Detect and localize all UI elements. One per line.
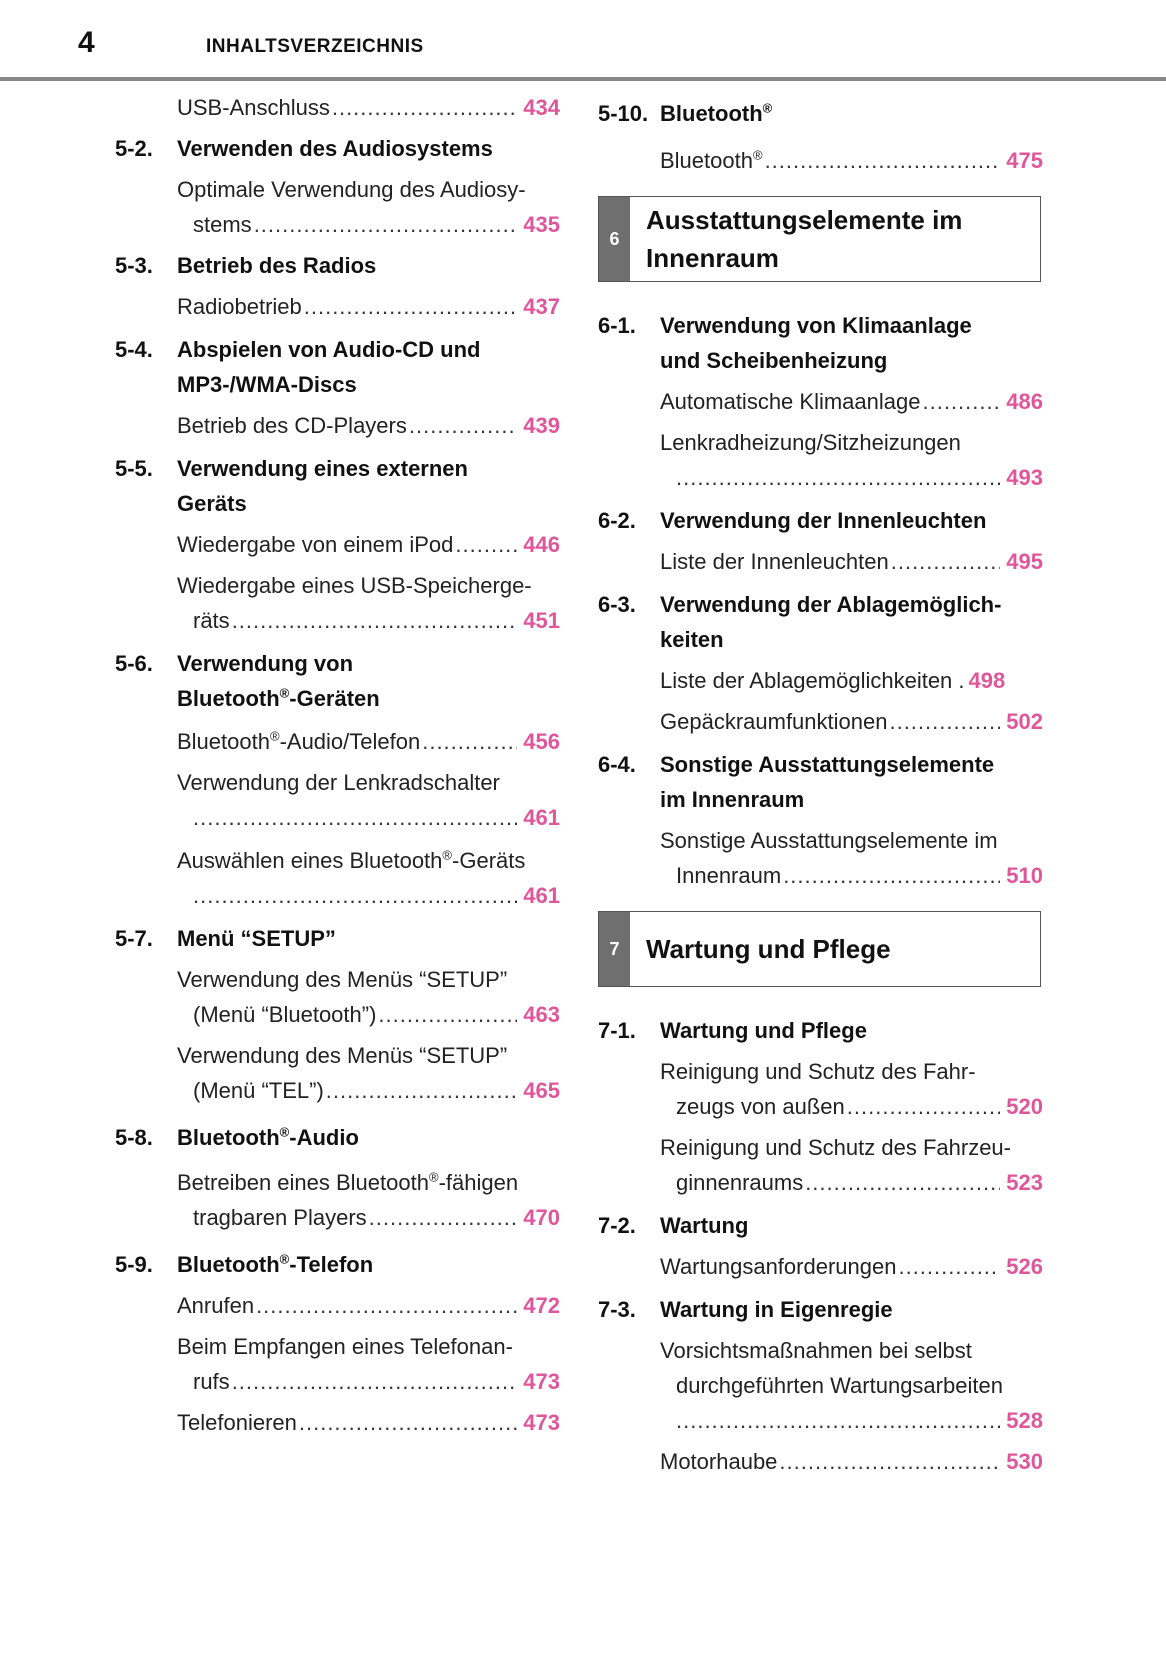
leader-dots bbox=[369, 1200, 518, 1235]
toc-entry-bt-tragbar[interactable] bbox=[177, 1165, 560, 1235]
section-title-line: -Geräten bbox=[289, 686, 380, 711]
entry-text: stems bbox=[193, 212, 252, 237]
entry-text: Verwendung des Menüs “SETUP” bbox=[177, 1043, 508, 1068]
entry-text: Beim Empfangen eines Telefonan- bbox=[177, 1334, 513, 1359]
toc-entry-reinigung-innen[interactable] bbox=[660, 1130, 1043, 1200]
entry-text bbox=[660, 143, 763, 178]
entry-page: 439 bbox=[523, 413, 560, 438]
toc-entry-audiosystem[interactable] bbox=[177, 172, 560, 242]
section-5-2 bbox=[115, 131, 560, 166]
entry-page: 523 bbox=[1006, 1170, 1043, 1195]
entry-page: 520 bbox=[1006, 1094, 1043, 1119]
section-6-3 bbox=[598, 587, 1043, 657]
registered-mark: ® bbox=[442, 847, 453, 863]
toc-entry-setup-tel[interactable] bbox=[177, 1038, 560, 1108]
section-5-3 bbox=[115, 248, 560, 283]
entry-text: rufs bbox=[193, 1369, 230, 1394]
entry-text: Liste der Innenleuchten bbox=[660, 549, 889, 574]
section-number: 5-3. bbox=[115, 253, 153, 278]
entry-text: Innenraum bbox=[676, 863, 782, 888]
section-title: Betrieb des Radios bbox=[177, 253, 377, 278]
section-6-1 bbox=[598, 308, 1043, 378]
entry-page: 498 bbox=[968, 668, 1006, 693]
registered-mark: ® bbox=[428, 1169, 439, 1185]
section-title-line: Verwendung eines externen bbox=[177, 456, 468, 481]
registered-mark: ® bbox=[279, 685, 290, 701]
chapter-title-line: Ausstattungselemente im bbox=[646, 205, 963, 235]
toc-entry-anrufen[interactable] bbox=[177, 1288, 560, 1323]
leader-dots bbox=[765, 143, 1001, 178]
section-number: 5-8. bbox=[115, 1125, 153, 1150]
leader-dots bbox=[304, 289, 518, 324]
chapter-title-line: Innenraum bbox=[646, 243, 779, 273]
section-title-part: Bluetooth bbox=[660, 101, 763, 126]
leader-dots bbox=[299, 1405, 517, 1440]
entry-text: Lenkradheizung/Sitzheizungen bbox=[660, 430, 961, 455]
leader-dots bbox=[193, 878, 517, 913]
leader-dots bbox=[232, 1364, 518, 1399]
entry-text: Optimale Verwendung des Audiosy- bbox=[177, 177, 526, 202]
toc-entry-setup-bluetooth[interactable] bbox=[177, 962, 560, 1032]
leader-dots bbox=[889, 704, 1000, 739]
entry-page: 472 bbox=[523, 1293, 560, 1318]
entry-text: Vorsichtsmaßnahmen bei selbst bbox=[660, 1338, 972, 1363]
toc-entry-motorhaube[interactable] bbox=[660, 1444, 1043, 1479]
toc-entry-wartungsanforderungen[interactable] bbox=[660, 1249, 1043, 1284]
section-number: 5-2. bbox=[115, 136, 153, 161]
section-number: 6-2. bbox=[598, 508, 636, 533]
section-number: 5-10. bbox=[598, 101, 649, 126]
leader-dots bbox=[422, 724, 517, 759]
leader-dots bbox=[783, 858, 1000, 893]
section-number: 5-7. bbox=[115, 926, 153, 951]
section-title-line: MP3-/WMA-Discs bbox=[177, 372, 357, 397]
entry-page: 470 bbox=[523, 1205, 560, 1230]
entry-page: 495 bbox=[1006, 549, 1043, 574]
entry-text: Reinigung und Schutz des Fahrzeu- bbox=[660, 1135, 1011, 1160]
section-title bbox=[660, 308, 1043, 378]
section-7-3 bbox=[598, 1292, 1043, 1327]
page-number: 4 bbox=[78, 26, 95, 59]
entry-text: Wiedergabe eines USB-Speicherge- bbox=[177, 573, 532, 598]
toc-entry-ablagemoeglichkeiten[interactable] bbox=[660, 663, 1043, 698]
toc-entry-sonstige[interactable] bbox=[660, 823, 1043, 893]
section-title: Wartung in Eigenregie bbox=[660, 1297, 893, 1322]
entry-text: Verwendung des Menüs “SETUP” bbox=[177, 967, 508, 992]
entry-text: tragbaren Players bbox=[193, 1205, 367, 1230]
chapter-title bbox=[630, 197, 978, 281]
entry-text: Liste der Ablagemöglichkeiten . bbox=[660, 668, 965, 693]
section-6-2 bbox=[598, 503, 1043, 538]
leader-dots bbox=[378, 997, 517, 1032]
entry-text: Betrieb des CD-Players bbox=[177, 413, 407, 438]
section-title: Wartung und Pflege bbox=[660, 1018, 867, 1043]
entry-text: (Menü “Bluetooth”) bbox=[193, 1002, 377, 1027]
leader-dots bbox=[254, 207, 518, 242]
section-title: Verwendung der Innenleuchten bbox=[660, 508, 987, 533]
toc-entry-bluetooth[interactable] bbox=[660, 143, 1043, 178]
section-7-2 bbox=[598, 1208, 1043, 1243]
chapter-6-header[interactable] bbox=[598, 196, 1041, 282]
toc-left-column bbox=[115, 90, 560, 1440]
page-header bbox=[0, 0, 1166, 80]
section-5-8 bbox=[115, 1120, 560, 1155]
entry-text: Verwendung der Lenkradschalter bbox=[177, 770, 500, 795]
section-number: 7-2. bbox=[598, 1213, 636, 1238]
section-number: 6-4. bbox=[598, 752, 636, 777]
entry-page: 451 bbox=[523, 608, 560, 633]
chapter-title: Wartung und Pflege bbox=[646, 934, 891, 964]
section-title-part: Bluetooth bbox=[177, 1252, 280, 1277]
section-number: 7-3. bbox=[598, 1297, 636, 1322]
section-number: 5-5. bbox=[115, 456, 153, 481]
section-number: 5-9. bbox=[115, 1252, 153, 1277]
toc-entry-lenkradschalter[interactable] bbox=[177, 765, 560, 835]
entry-text: Automatische Klimaanlage bbox=[660, 389, 921, 414]
entry-text: räts bbox=[193, 608, 230, 633]
section-title bbox=[177, 1247, 560, 1282]
entry-text: (Menü “TEL”) bbox=[193, 1078, 324, 1103]
entry-page: 493 bbox=[1006, 465, 1043, 490]
section-7-1 bbox=[598, 1013, 1043, 1048]
section-5-5 bbox=[115, 451, 560, 521]
entry-page: 456 bbox=[523, 729, 560, 754]
section-title bbox=[177, 332, 560, 402]
entry-text: Telefonieren bbox=[177, 1410, 297, 1435]
chapter-number-chip: 7 bbox=[599, 912, 630, 986]
toc-entry-usb-speicher[interactable] bbox=[177, 568, 560, 638]
entry-page: 434 bbox=[523, 95, 560, 120]
section-number: 5-4. bbox=[115, 337, 153, 362]
section-title bbox=[660, 747, 1043, 817]
toc-entry-klimaanlage[interactable] bbox=[660, 384, 1043, 419]
section-6-4 bbox=[598, 747, 1043, 817]
section-title-part: Bluetooth bbox=[177, 1125, 280, 1150]
toc-entry-gepaeckraum[interactable] bbox=[660, 704, 1043, 739]
entry-text-part: -Audio/Telefon bbox=[279, 729, 421, 754]
toc-right-column bbox=[598, 90, 1043, 1479]
leader-dots bbox=[922, 384, 1000, 419]
toc-entry-telefonanruf[interactable] bbox=[177, 1329, 560, 1399]
section-title-line: Geräts bbox=[177, 491, 247, 516]
entry-page: 530 bbox=[1006, 1449, 1043, 1474]
section-title-line: im Innenraum bbox=[660, 787, 805, 812]
section-title bbox=[177, 451, 560, 521]
leader-dots bbox=[676, 460, 1000, 495]
registered-mark: ® bbox=[279, 1251, 290, 1267]
entry-page: 526 bbox=[1006, 1254, 1043, 1279]
section-5-6 bbox=[115, 646, 560, 716]
section-title-line: Abspielen von Audio-CD und bbox=[177, 337, 481, 362]
entry-text: Reinigung und Schutz des Fahr- bbox=[660, 1059, 976, 1084]
entry-page: 437 bbox=[523, 294, 560, 319]
registered-mark: ® bbox=[752, 147, 763, 163]
registered-mark: ® bbox=[269, 728, 280, 744]
section-number: 6-1. bbox=[598, 313, 636, 338]
entry-text-part: -Geräts bbox=[452, 848, 526, 873]
section-title-part: -Audio bbox=[289, 1125, 359, 1150]
section-title bbox=[660, 96, 1043, 131]
entry-page: 528 bbox=[1006, 1408, 1043, 1433]
leader-dots bbox=[891, 544, 1001, 579]
chapter-number-chip: 6 bbox=[599, 197, 630, 281]
entry-text: durchgeführten Wartungsarbeiten bbox=[676, 1373, 1003, 1398]
header-divider bbox=[0, 77, 1166, 81]
entry-page: 461 bbox=[523, 805, 560, 830]
leader-dots bbox=[193, 800, 517, 835]
entry-page: 446 bbox=[523, 532, 560, 557]
entry-text bbox=[177, 724, 420, 759]
page-title: INHALTSVERZEICHNIS bbox=[206, 36, 424, 57]
section-number: 6-3. bbox=[598, 592, 636, 617]
section-title-line: Verwendung der Ablagemöglich- bbox=[660, 592, 1002, 617]
toc-entry-usb[interactable] bbox=[177, 90, 560, 125]
entry-text: Anrufen bbox=[177, 1293, 255, 1318]
toc-entry-bt-audio-telefon[interactable] bbox=[177, 724, 560, 759]
toc-entry-vorsichtsmassnahmen[interactable] bbox=[660, 1333, 1043, 1438]
registered-mark: ® bbox=[762, 100, 773, 116]
section-5-10 bbox=[598, 96, 1043, 131]
section-title-line: Bluetooth bbox=[177, 686, 280, 711]
toc-entry-innenleuchten[interactable] bbox=[660, 544, 1043, 579]
entry-page: 473 bbox=[523, 1369, 560, 1394]
entry-page: 461 bbox=[523, 883, 560, 908]
section-5-4 bbox=[115, 332, 560, 402]
entry-text bbox=[177, 1165, 560, 1200]
entry-page: 475 bbox=[1006, 148, 1043, 173]
entry-text-part: -fähigen bbox=[438, 1170, 519, 1195]
leader-dots bbox=[332, 90, 517, 125]
registered-mark: ® bbox=[279, 1124, 290, 1140]
leader-dots bbox=[455, 527, 517, 562]
toc-entry-ipod[interactable] bbox=[177, 527, 560, 562]
section-title-line: und Scheibenheizung bbox=[660, 348, 888, 373]
entry-text-part: Bluetooth bbox=[177, 729, 270, 754]
section-title-part: -Telefon bbox=[289, 1252, 374, 1277]
section-title-line: Sonstige Ausstattungselemente bbox=[660, 752, 995, 777]
leader-dots bbox=[232, 603, 518, 638]
entry-text: Motorhaube bbox=[660, 1449, 778, 1474]
toc-entry-radiobetrieb[interactable] bbox=[177, 289, 560, 324]
leader-dots bbox=[676, 1403, 1000, 1438]
entry-text: Radiobetrieb bbox=[177, 294, 302, 319]
section-title bbox=[177, 1120, 560, 1155]
leader-dots bbox=[779, 1444, 1000, 1479]
leader-dots bbox=[805, 1165, 1000, 1200]
entry-page: 486 bbox=[1006, 389, 1043, 414]
leader-dots bbox=[898, 1249, 1000, 1284]
toc-entry-sitzheizungen[interactable] bbox=[660, 425, 1043, 495]
entry-text: Sonstige Ausstattungselemente im bbox=[660, 828, 998, 853]
entry-text-part: Bluetooth bbox=[660, 148, 753, 173]
section-title-line: Verwendung von Klimaanlage bbox=[660, 313, 972, 338]
entry-text bbox=[177, 843, 560, 878]
entry-text-part: Auswählen eines Bluetooth bbox=[177, 848, 443, 873]
entry-text: ginnenraums bbox=[676, 1170, 804, 1195]
chapter-7-header[interactable] bbox=[598, 911, 1041, 987]
entry-page: 463 bbox=[523, 1002, 560, 1027]
section-title-line: Verwendung von bbox=[177, 651, 354, 676]
section-5-9 bbox=[115, 1247, 560, 1282]
section-title: Wartung bbox=[660, 1213, 749, 1238]
section-title-line: keiten bbox=[660, 627, 724, 652]
section-title bbox=[177, 646, 560, 716]
entry-text: USB-Anschluss bbox=[177, 95, 330, 120]
leader-dots bbox=[326, 1073, 517, 1108]
entry-page: 473 bbox=[523, 1410, 560, 1435]
leader-dots bbox=[409, 408, 517, 443]
section-title: Verwenden des Audiosystems bbox=[177, 136, 493, 161]
entry-page: 502 bbox=[1006, 709, 1043, 734]
section-number: 7-1. bbox=[598, 1018, 636, 1043]
entry-page: 465 bbox=[523, 1078, 560, 1103]
entry-text: Wartungsanforderungen bbox=[660, 1254, 897, 1279]
entry-text: Gepäckraumfunktionen bbox=[660, 709, 888, 734]
toc-entry-bt-geraet-auswahl[interactable] bbox=[177, 843, 560, 913]
toc-entry-cd-player[interactable] bbox=[177, 408, 560, 443]
section-number: 5-6. bbox=[115, 651, 153, 676]
leader-dots bbox=[256, 1288, 517, 1323]
toc-entry-reinigung-aussen[interactable] bbox=[660, 1054, 1043, 1124]
entry-page: 510 bbox=[1006, 863, 1043, 888]
leader-dots bbox=[847, 1089, 1001, 1124]
entry-page: 435 bbox=[523, 212, 560, 237]
section-title: Menü “SETUP” bbox=[177, 926, 336, 951]
section-5-7 bbox=[115, 921, 560, 956]
toc-entry-telefonieren[interactable] bbox=[177, 1405, 560, 1440]
section-title bbox=[660, 587, 1043, 657]
entry-text: zeugs von außen bbox=[676, 1094, 845, 1119]
entry-text: Wiedergabe von einem iPod bbox=[177, 532, 454, 557]
entry-text-part: Betreiben eines Bluetooth bbox=[177, 1170, 429, 1195]
